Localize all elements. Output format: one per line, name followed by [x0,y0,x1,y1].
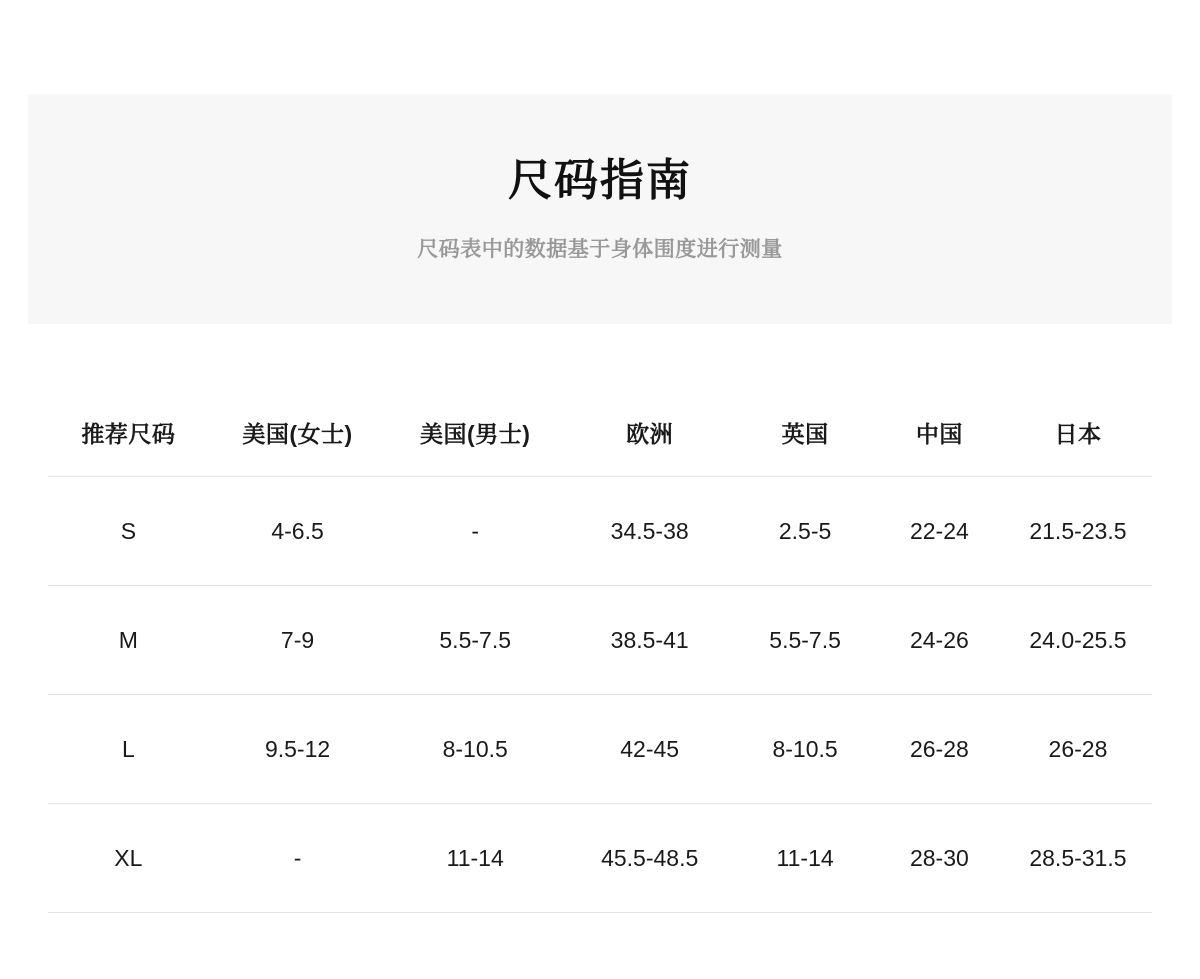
cell-us-women: 4-6.5 [271,517,324,544]
column-header-china: 中国 [915,420,963,447]
cell-size-label: XL [114,844,143,871]
cell-us-women: - [293,844,302,871]
cell-uk: 11-14 [776,844,834,871]
cell-us-men: 5.5-7.5 [439,626,511,653]
table-header [48,388,1152,477]
cell-europe: 38.5-41 [610,626,689,653]
cell-us-women: 7-9 [280,626,315,653]
table-header-row [48,388,1152,477]
page-title: 尺码指南 [508,155,692,205]
cell-size-label: M [118,626,138,653]
cell-us-women: 9.5-12 [264,735,331,762]
cell-china: 26-28 [909,735,969,762]
cell-us-men: 11-14 [446,844,504,871]
column-header-uk: 英国 [781,420,829,447]
cell-japan: 28.5-31.5 [1029,844,1127,871]
table-body [48,477,1152,913]
cell-size-label: S [120,517,137,544]
column-header-recommended-size: 推荐尺码 [81,420,176,447]
cell-europe: 34.5-38 [610,517,689,544]
cell-europe: 45.5-48.5 [601,844,699,871]
cell-uk: 5.5-7.5 [769,626,841,653]
cell-china: 22-24 [909,517,969,544]
cell-china: 28-30 [909,844,969,871]
column-header-japan: 日本 [1054,420,1102,447]
cell-japan: 26-28 [1048,735,1108,762]
table-row [48,477,1152,586]
cell-europe: 42-45 [620,735,680,762]
cell-china: 24-26 [909,626,969,653]
cell-size-label: L [121,735,135,762]
cell-uk: 8-10.5 [772,735,838,762]
cell-uk: 2.5-5 [778,517,832,544]
cell-japan: 24.0-25.5 [1029,626,1127,653]
cell-us-men: 8-10.5 [442,735,508,762]
table-row [48,695,1152,804]
column-header-us-men: 美国(男士) [420,420,531,447]
cell-japan: 21.5-23.5 [1029,517,1127,544]
cell-us-men: - [471,517,480,544]
size-guide-header [28,94,1172,324]
size-conversion-table [48,388,1152,913]
table-row [48,804,1152,913]
table-row [48,586,1152,695]
page-subtitle: 尺码表中的数据基于身体围度进行测量 [417,238,783,262]
column-header-europe: 欧洲 [626,420,674,447]
column-header-us-women: 美国(女士) [242,420,353,447]
size-table-container [48,388,1152,913]
